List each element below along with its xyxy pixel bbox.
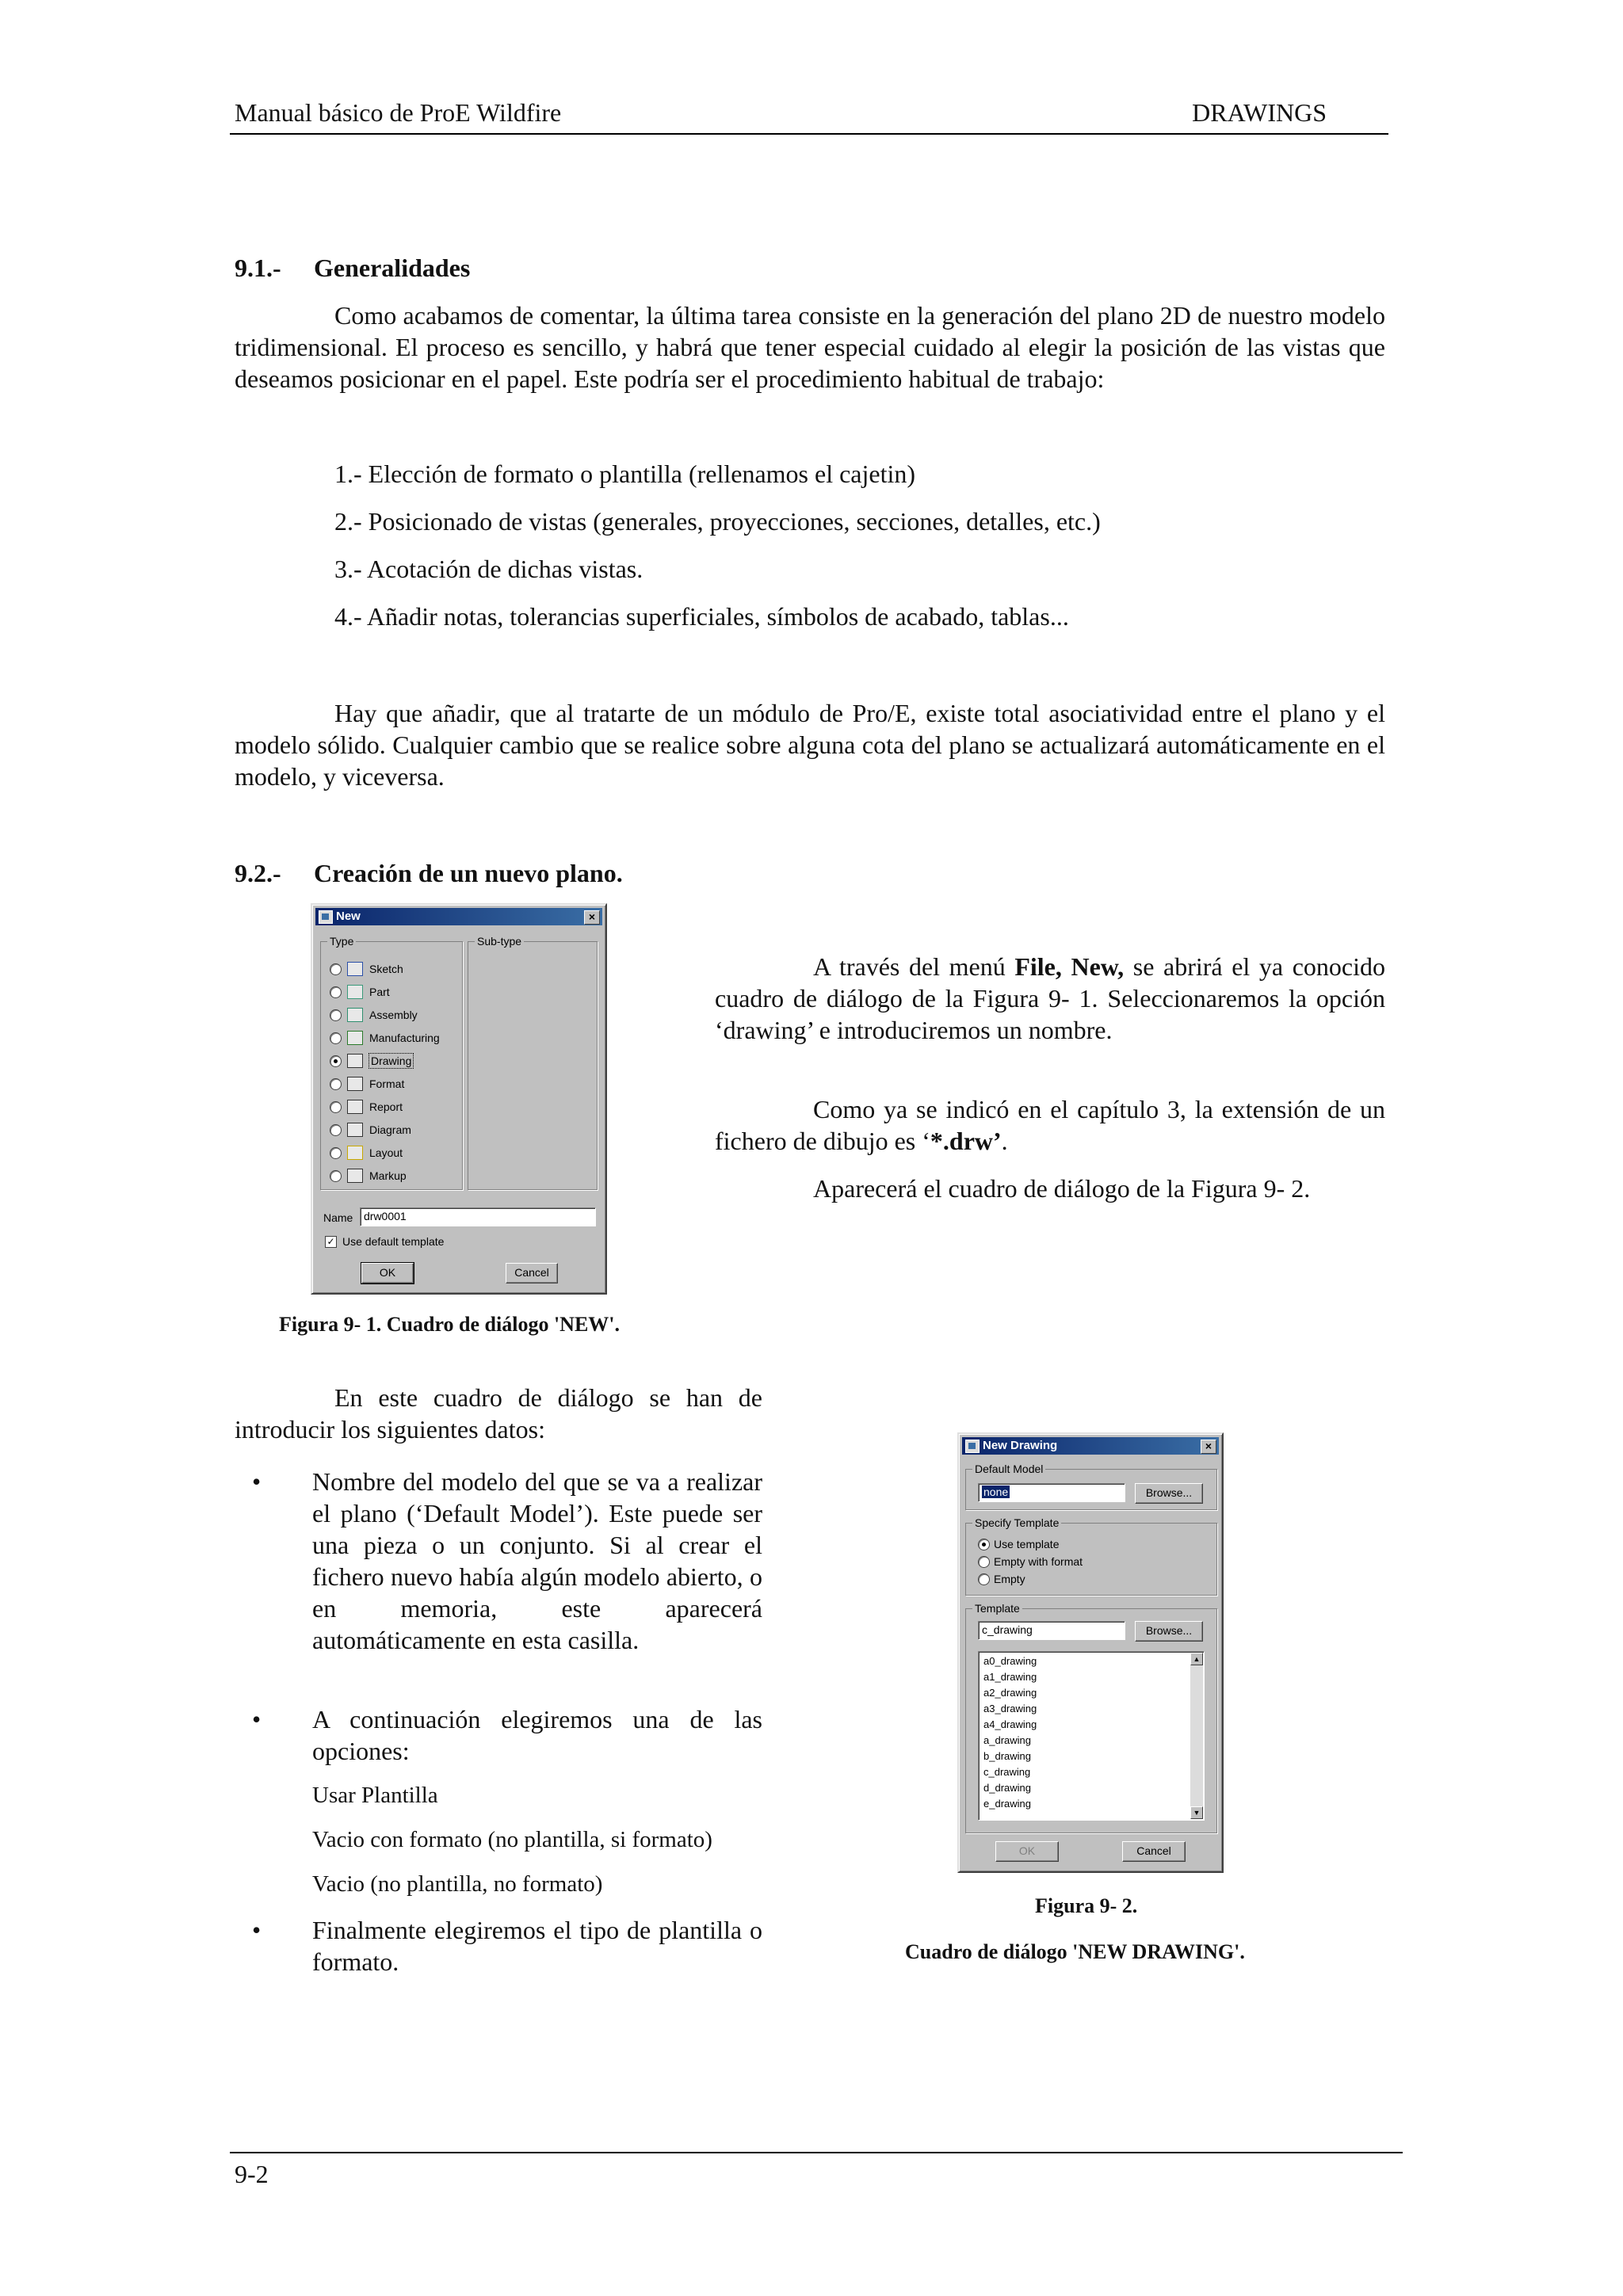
default-model-value: none <box>983 1486 1009 1498</box>
type-label-assembly: Assembly <box>369 1009 418 1021</box>
new-dialog-title: New <box>336 910 361 923</box>
bullet-1-text: Nombre del modelo del que se va a realizar el plano (‘Default Model’). Este puede ser una pieza o un conjunto. Si al crear el fichero nuevo había algún modelo abierto, o en memoria, este aparecerá automáticamente en esta casilla. <box>312 1467 762 1654</box>
browse-template-button[interactable]: Browse... <box>1135 1621 1203 1642</box>
template-list-item[interactable]: a0_drawing <box>983 1655 1037 1667</box>
specify-template-label: Specify Template <box>972 1516 1061 1530</box>
cancel-button[interactable]: Cancel <box>1122 1841 1186 1862</box>
step-3: 3.- Acotación de dichas vistas. <box>334 555 643 583</box>
type-radio-assembly[interactable] <box>330 1009 342 1021</box>
new-drawing-titlebar <box>962 1437 1219 1455</box>
layout-icon <box>347 1146 363 1160</box>
intro-data-text: En este cuadro de diálogo se han de introducir los siguientes datos: <box>235 1383 762 1444</box>
close-icon[interactable]: × <box>1201 1440 1216 1454</box>
name-field[interactable]: drw0001 <box>360 1207 596 1226</box>
bullet-2-text: A continuación elegiremos una de las opciones: <box>312 1705 762 1765</box>
use-default-template-label: Use default template <box>342 1235 445 1248</box>
template-list-item[interactable]: a_drawing <box>983 1734 1031 1746</box>
use-template-radio[interactable] <box>978 1539 990 1550</box>
subtype-group-label: Sub-type <box>475 934 524 948</box>
manufacturing-icon <box>347 1031 363 1045</box>
type-label-report: Report <box>369 1100 403 1113</box>
bullet-3-marker: • <box>252 1916 262 1944</box>
type-label-drawing: Drawing <box>371 1055 412 1067</box>
file-new-text-b: se abrirá el ya conocido cuadro de diálogo de la Figura 9- 1. Seleccionaremos la opción ‘drawing’ e introduciremos un nombre. <box>715 952 1386 1044</box>
scroll-down-icon[interactable]: ▼ <box>1190 1806 1203 1819</box>
option-1: Usar Plantilla <box>312 1783 438 1808</box>
use-template-label: Use template <box>994 1538 1060 1550</box>
template-list-item[interactable]: d_drawing <box>983 1782 1031 1794</box>
type-radio-report[interactable] <box>330 1101 342 1113</box>
template-list-items <box>979 1652 1204 1812</box>
type-radio-manufacturing[interactable] <box>330 1032 342 1044</box>
subtype-group <box>468 935 598 1190</box>
browse-model-button[interactable]: Browse... <box>1135 1483 1203 1504</box>
window-icon <box>965 1440 980 1453</box>
window-icon <box>319 910 333 924</box>
option-3: Vacio (no plantilla, no formato) <box>312 1871 603 1897</box>
figure2-caption-2: Cuadro de diálogo 'NEW DRAWING'. <box>905 1940 1245 1963</box>
new-drawing-title: New Drawing <box>983 1439 1058 1452</box>
default-model-label: Default Model <box>972 1462 1045 1476</box>
empty-radio[interactable] <box>978 1573 990 1585</box>
section2-number: 9.2.- <box>235 859 281 887</box>
use-default-template-checkbox[interactable]: ✓ <box>325 1236 337 1248</box>
step-4: 4.- Añadir notas, tolerancias superficiales, símbolos de acabado, tablas... <box>334 602 1069 631</box>
template-list-item[interactable]: e_drawing <box>983 1798 1031 1810</box>
extension-paragraph <box>715 1093 1385 1157</box>
type-radio-markup[interactable] <box>330 1170 342 1182</box>
option-2: Vacio con formato (no plantilla, si formato) <box>312 1827 712 1852</box>
template-field[interactable]: c_drawing <box>978 1621 1125 1640</box>
figure2-caption-1: Figura 9- 2. <box>1035 1894 1138 1917</box>
associativity-text: Hay que añadir, que al tratarte de un módulo de Pro/E, existe total asociatividad entre el plano y el modelo sólido. Cualquier cambio que se realice sobre alguna cota del plano se actualizará automáticamente en el modelo, y viceversa. <box>235 699 1385 791</box>
figure1-caption: Figura 9- 1. Cuadro de diálogo 'NEW'. <box>279 1313 621 1336</box>
bullet-1-marker: • <box>252 1467 262 1496</box>
type-radio-drawing[interactable] <box>330 1055 342 1067</box>
intro-data-paragraph <box>235 1382 762 1445</box>
template-list-item[interactable]: a3_drawing <box>983 1703 1037 1714</box>
type-label-manufacturing: Manufacturing <box>369 1032 440 1044</box>
empty-label: Empty <box>994 1573 1025 1585</box>
associativity-paragraph <box>235 697 1385 792</box>
template-list[interactable] <box>978 1651 1205 1821</box>
type-label-sketch: Sketch <box>369 963 403 975</box>
ok-button[interactable]: OK <box>361 1263 414 1283</box>
template-list-item[interactable]: a2_drawing <box>983 1687 1037 1699</box>
section-number: 9.1.- <box>235 254 281 282</box>
step-2: 2.- Posicionado de vistas (generales, proyecciones, secciones, detalles, etc.) <box>334 507 1101 536</box>
type-radio-format[interactable] <box>330 1078 342 1090</box>
default-model-field[interactable] <box>978 1483 1125 1502</box>
header-title: Manual básico de ProE Wildfire <box>235 98 562 127</box>
type-radio-sketch[interactable] <box>330 963 342 975</box>
sketch-icon <box>347 962 363 976</box>
type-label-diagram: Diagram <box>369 1123 411 1136</box>
type-radio-layout[interactable] <box>330 1147 342 1159</box>
template-list-scrollbar[interactable] <box>1190 1653 1203 1819</box>
template-list-item[interactable]: a4_drawing <box>983 1718 1037 1730</box>
template-list-item[interactable]: c_drawing <box>983 1766 1031 1778</box>
intro-text: Como acabamos de comentar, la última tarea consiste en la generación del plano 2D de nuestro modelo tridimensional. El proceso es sencillo, y habrá que tener especial cuidado al elegir la posición de las vistas que deseamos posicionar en el papel. Este podría ser el procedimiento habitual de trabajo: <box>235 301 1385 393</box>
appear-paragraph <box>715 1173 1385 1204</box>
section2-title: Creación de un nuevo plano. <box>314 859 623 887</box>
empty-with-format-label: Empty with format <box>994 1555 1083 1568</box>
type-radio-diagram[interactable] <box>330 1124 342 1136</box>
new-drawing-dialog <box>957 1432 1224 1873</box>
header-rule <box>230 133 1388 135</box>
file-new-text-a: A través del menú <box>813 952 1015 981</box>
ok-button[interactable]: OK <box>995 1841 1059 1862</box>
close-icon[interactable]: × <box>584 910 600 925</box>
diagram-icon <box>347 1123 363 1137</box>
template-list-item[interactable]: b_drawing <box>983 1750 1031 1762</box>
template-label: Template <box>972 1601 1022 1615</box>
template-list-item[interactable]: a1_drawing <box>983 1671 1037 1683</box>
assembly-icon <box>347 1008 363 1022</box>
format-icon <box>347 1077 363 1091</box>
empty-with-format-radio[interactable] <box>978 1556 990 1568</box>
page-number: 9-2 <box>235 2160 269 2188</box>
scroll-up-icon[interactable]: ▲ <box>1190 1653 1203 1665</box>
appear-text: Aparecerá el cuadro de diálogo de la Figura 9- 2. <box>813 1174 1311 1203</box>
extension-text-a: Como ya se indicó en el capítulo 3, la extensión de un fichero de dibujo es ‘ <box>715 1095 1385 1155</box>
part-icon <box>347 985 363 999</box>
type-label-format: Format <box>369 1077 405 1090</box>
intro-paragraph <box>235 299 1385 395</box>
markup-icon <box>347 1169 363 1183</box>
extension-text-b: . <box>1001 1127 1008 1155</box>
type-label-part: Part <box>369 986 390 998</box>
report-icon <box>347 1100 363 1114</box>
bullet-3-text: Finalmente elegiremos el tipo de plantilla o formato. <box>312 1916 762 1976</box>
new-dialog-titlebar <box>315 908 602 925</box>
type-label-markup: Markup <box>369 1169 407 1182</box>
type-radio-part[interactable] <box>330 986 342 998</box>
file-new-paragraph <box>715 951 1385 1046</box>
step-1: 1.- Elección de formato o plantilla (rellenamos el cajetin) <box>334 460 916 488</box>
file-new-menu: File, New, <box>1014 952 1125 981</box>
extension-value: *.drw’ <box>930 1127 1002 1155</box>
footer-rule <box>230 2152 1403 2153</box>
header-chapter: DRAWINGS <box>1192 98 1327 127</box>
new-dialog <box>311 903 607 1295</box>
drawing-icon <box>347 1054 363 1068</box>
cancel-button[interactable]: Cancel <box>506 1263 558 1283</box>
section-title: Generalidades <box>314 254 471 282</box>
name-label: Name <box>323 1211 353 1224</box>
bullet-2-marker: • <box>252 1705 262 1733</box>
type-group-label: Type <box>327 934 356 948</box>
type-label-layout: Layout <box>369 1146 403 1159</box>
